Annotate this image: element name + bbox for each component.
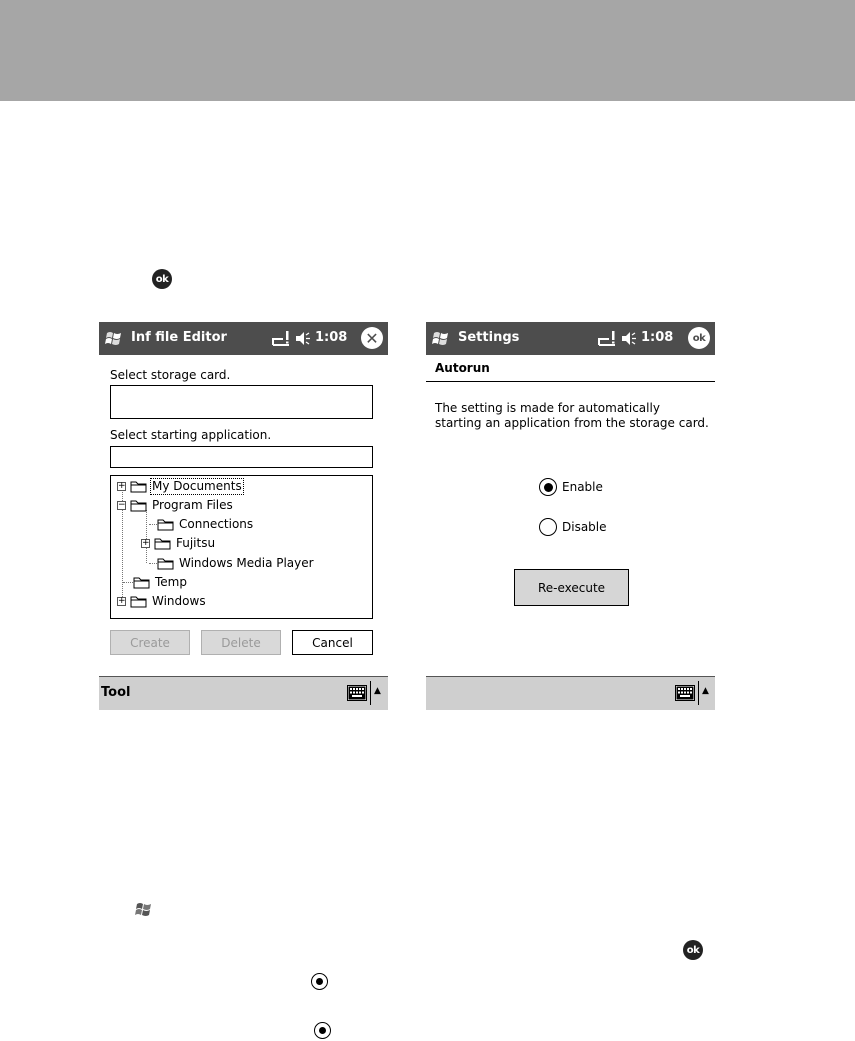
folder-icon xyxy=(157,517,175,531)
tree-item-label: Windows Media Player xyxy=(179,556,314,570)
tree-item[interactable] xyxy=(117,592,317,610)
enable-option[interactable] xyxy=(539,477,603,497)
settings-screen xyxy=(426,322,715,710)
expand-icon[interactable]: + xyxy=(118,481,126,491)
divider xyxy=(426,381,715,382)
command-bar xyxy=(426,676,715,710)
tree-item-label: Temp xyxy=(155,575,187,589)
clock[interactable]: 1:08 xyxy=(641,330,674,345)
section-heading: Autorun xyxy=(435,361,490,375)
storage-card-field[interactable] xyxy=(110,385,373,419)
tree-connector xyxy=(123,582,133,583)
folder-tree[interactable] xyxy=(110,475,373,619)
tree-item[interactable] xyxy=(141,534,341,552)
expand-icon[interactable]: + xyxy=(118,596,126,606)
expand-icon[interactable]: + xyxy=(142,538,150,548)
folder-icon xyxy=(130,479,148,493)
tree-item-label: My Documents xyxy=(152,479,242,493)
collapse-icon[interactable]: − xyxy=(118,500,126,510)
keyboard-icon[interactable] xyxy=(347,685,367,701)
re-execute-button[interactable]: Re-execute xyxy=(514,569,629,606)
folder-icon xyxy=(130,498,148,512)
folder-icon xyxy=(154,536,172,550)
starting-app-label: Select starting application. xyxy=(110,428,272,442)
title-bar xyxy=(99,322,388,355)
speaker-icon[interactable] xyxy=(295,331,311,346)
keyboard-icon[interactable] xyxy=(675,685,695,701)
start-menu-icon[interactable] xyxy=(429,327,453,351)
connectivity-icon[interactable] xyxy=(597,330,617,347)
windows-flag-icon xyxy=(134,900,154,918)
storage-card-label: Select storage card. xyxy=(110,368,231,382)
sip-arrow-icon[interactable]: ▲ xyxy=(374,686,381,696)
inf-file-editor-screen xyxy=(99,322,388,710)
folder-icon xyxy=(157,556,175,570)
tree-item[interactable] xyxy=(157,515,357,533)
tree-item[interactable] xyxy=(133,573,333,591)
description-text: The setting is made for automatically starting an application from the storage card. xyxy=(435,401,709,430)
enable-label: Enable xyxy=(562,480,603,494)
tree-item[interactable] xyxy=(117,477,317,495)
create-button[interactable]: Create xyxy=(110,630,190,655)
command-bar xyxy=(99,676,388,710)
radio-button-checked[interactable] xyxy=(539,478,557,496)
title-bar xyxy=(426,322,715,355)
speaker-icon[interactable] xyxy=(621,331,637,346)
disable-option[interactable] xyxy=(539,517,607,537)
ok-button[interactable]: ok xyxy=(688,327,710,349)
tree-item-label: Fujitsu xyxy=(176,536,216,550)
cancel-button[interactable]: Cancel xyxy=(292,630,373,655)
start-menu-icon[interactable] xyxy=(102,327,126,351)
tree-item-label: Program Files xyxy=(152,498,233,512)
starting-app-field[interactable] xyxy=(110,446,373,468)
sip-arrow-icon[interactable]: ▲ xyxy=(702,686,709,696)
delete-button[interactable]: Delete xyxy=(201,630,281,655)
header-band xyxy=(0,0,855,101)
window-title: Settings xyxy=(458,330,520,345)
tool-menu[interactable]: Tool xyxy=(101,685,131,700)
tree-item[interactable] xyxy=(117,496,317,514)
tree-item-label: Windows xyxy=(152,594,206,608)
connectivity-icon[interactable] xyxy=(271,330,291,347)
clock[interactable]: 1:08 xyxy=(315,330,348,345)
separator xyxy=(370,681,371,705)
tree-connector xyxy=(149,563,157,564)
selected-radio-icon xyxy=(314,1022,331,1039)
radio-button-unchecked[interactable] xyxy=(539,518,557,536)
tree-item-label: Connections xyxy=(179,517,254,531)
window-title: Inf file Editor xyxy=(131,330,227,345)
ok-icon: ok xyxy=(152,269,172,289)
separator xyxy=(698,681,699,705)
close-button[interactable]: ✕ xyxy=(361,327,383,349)
disable-label: Disable xyxy=(562,520,607,534)
ok-icon: ok xyxy=(683,940,703,960)
folder-icon xyxy=(130,594,148,608)
tree-item[interactable] xyxy=(157,554,367,572)
folder-icon xyxy=(133,575,151,589)
tree-connector xyxy=(149,524,157,525)
selected-radio-icon xyxy=(311,973,328,990)
